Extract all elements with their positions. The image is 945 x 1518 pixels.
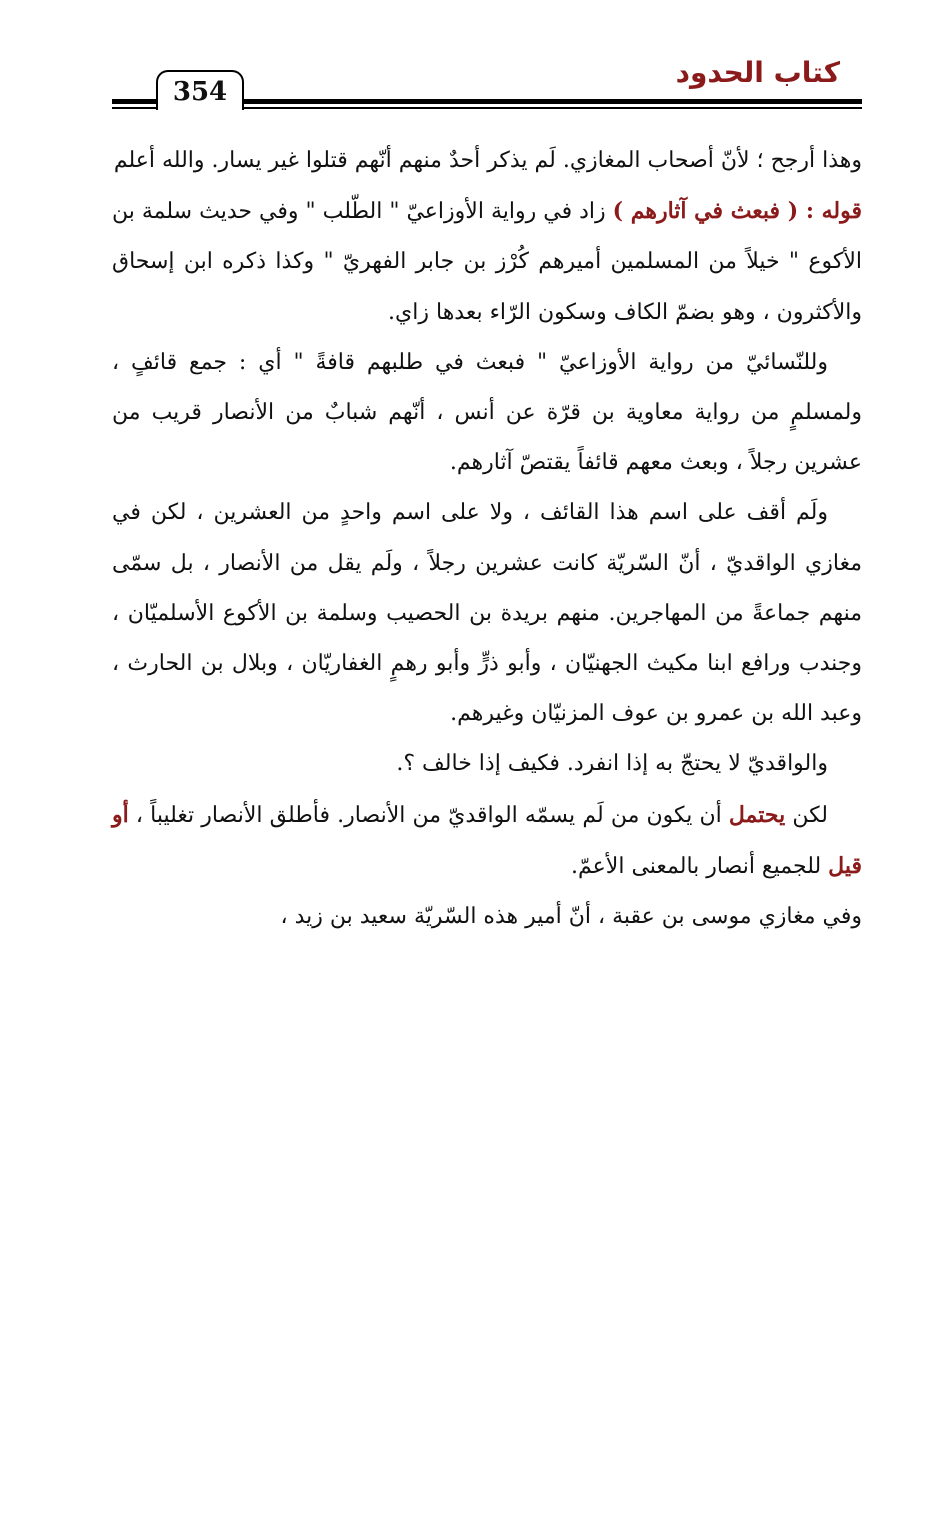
highlighted-text: يحتمل bbox=[728, 801, 786, 828]
chapter-title: كتاب الحدود bbox=[675, 56, 840, 89]
text-segment: وفي مغازي موسى بن عقبة ، أنّ أمير هذه السّريّة سعيد بن زيد ، bbox=[280, 904, 862, 930]
page-number: 354 bbox=[156, 70, 244, 110]
paragraph bbox=[112, 892, 862, 942]
body-text bbox=[112, 136, 862, 942]
highlighted-text: أو قيل bbox=[112, 801, 862, 879]
text-segment: ولَم أقف على اسم هذا القائف ، ولا على اسم واحدٍ من العشرين ، لكن في مغازي الواقديّ ، أنّ السّريّة كانت عشرين رجلاً ، ولَم يقل من الأنصار ، بل سمّى منهم جماعةً من المهاجرين. منهم بريدة بن الحصيب وسلمة بن الأكوع الأسلميّان ، وجندب ورافع ابنا مكيث الجهنيّان ، وأبو ذرٍّ وأبو رهمٍ الغفاريّان ، وبلال بن الحارث ، وعبد الله بن عمرو بن عوف المزنيّان وغيرهم. bbox=[112, 500, 862, 727]
paragraph bbox=[112, 136, 862, 186]
text-segment: للجميع أنصار بالمعنى الأعمّ. bbox=[571, 853, 829, 879]
paragraph bbox=[112, 488, 862, 739]
paragraph bbox=[112, 790, 862, 892]
paragraph bbox=[112, 338, 862, 489]
text-segment: وهذا أرجح ؛ لأنّ أصحاب المغازي. لَم يذكر أحدٌ منهم أنّهم قتلوا غير يسار. والله أعلم bbox=[113, 148, 862, 173]
text-segment: وللنّسائيّ من رواية الأوزاعيّ " فبعث في طلبهم قافةً " أي : جمع قائفٍ ، ولمسلمٍ من رواية معاوية بن قرّة عن أنس ، أنّهم شبابٌ من الأنصار قريب من عشرين رجلاً ، وبعث معهم قائفاً يقتصّ آثارهم. bbox=[112, 349, 862, 476]
paragraph bbox=[112, 186, 862, 338]
paragraph bbox=[112, 739, 862, 789]
page-header bbox=[112, 52, 862, 124]
text-segment: لكن bbox=[785, 802, 828, 828]
text-segment: والواقديّ لا يحتجّ به إذا انفرد. فكيف إذا خالف ؟. bbox=[396, 751, 828, 777]
highlighted-text: قوله : ( فبعث في آثارهم ) bbox=[612, 198, 862, 225]
text-segment: زاد في رواية الأوزاعيّ " الطّلب " وفي حديث سلمة بن الأكوع " خيلاً من المسلمين أميرهم كُرْز بن جابر الفهريّ " وكذا ذكره ابن إسحاق والأكثرون ، وهو بضمّ الكاف وسكون الرّاء بعدها زاي. bbox=[112, 199, 862, 325]
text-segment: أن يكون من لَم يسمّه الواقديّ من الأنصار. فأطلق الأنصار تغليباً ، bbox=[128, 802, 729, 828]
